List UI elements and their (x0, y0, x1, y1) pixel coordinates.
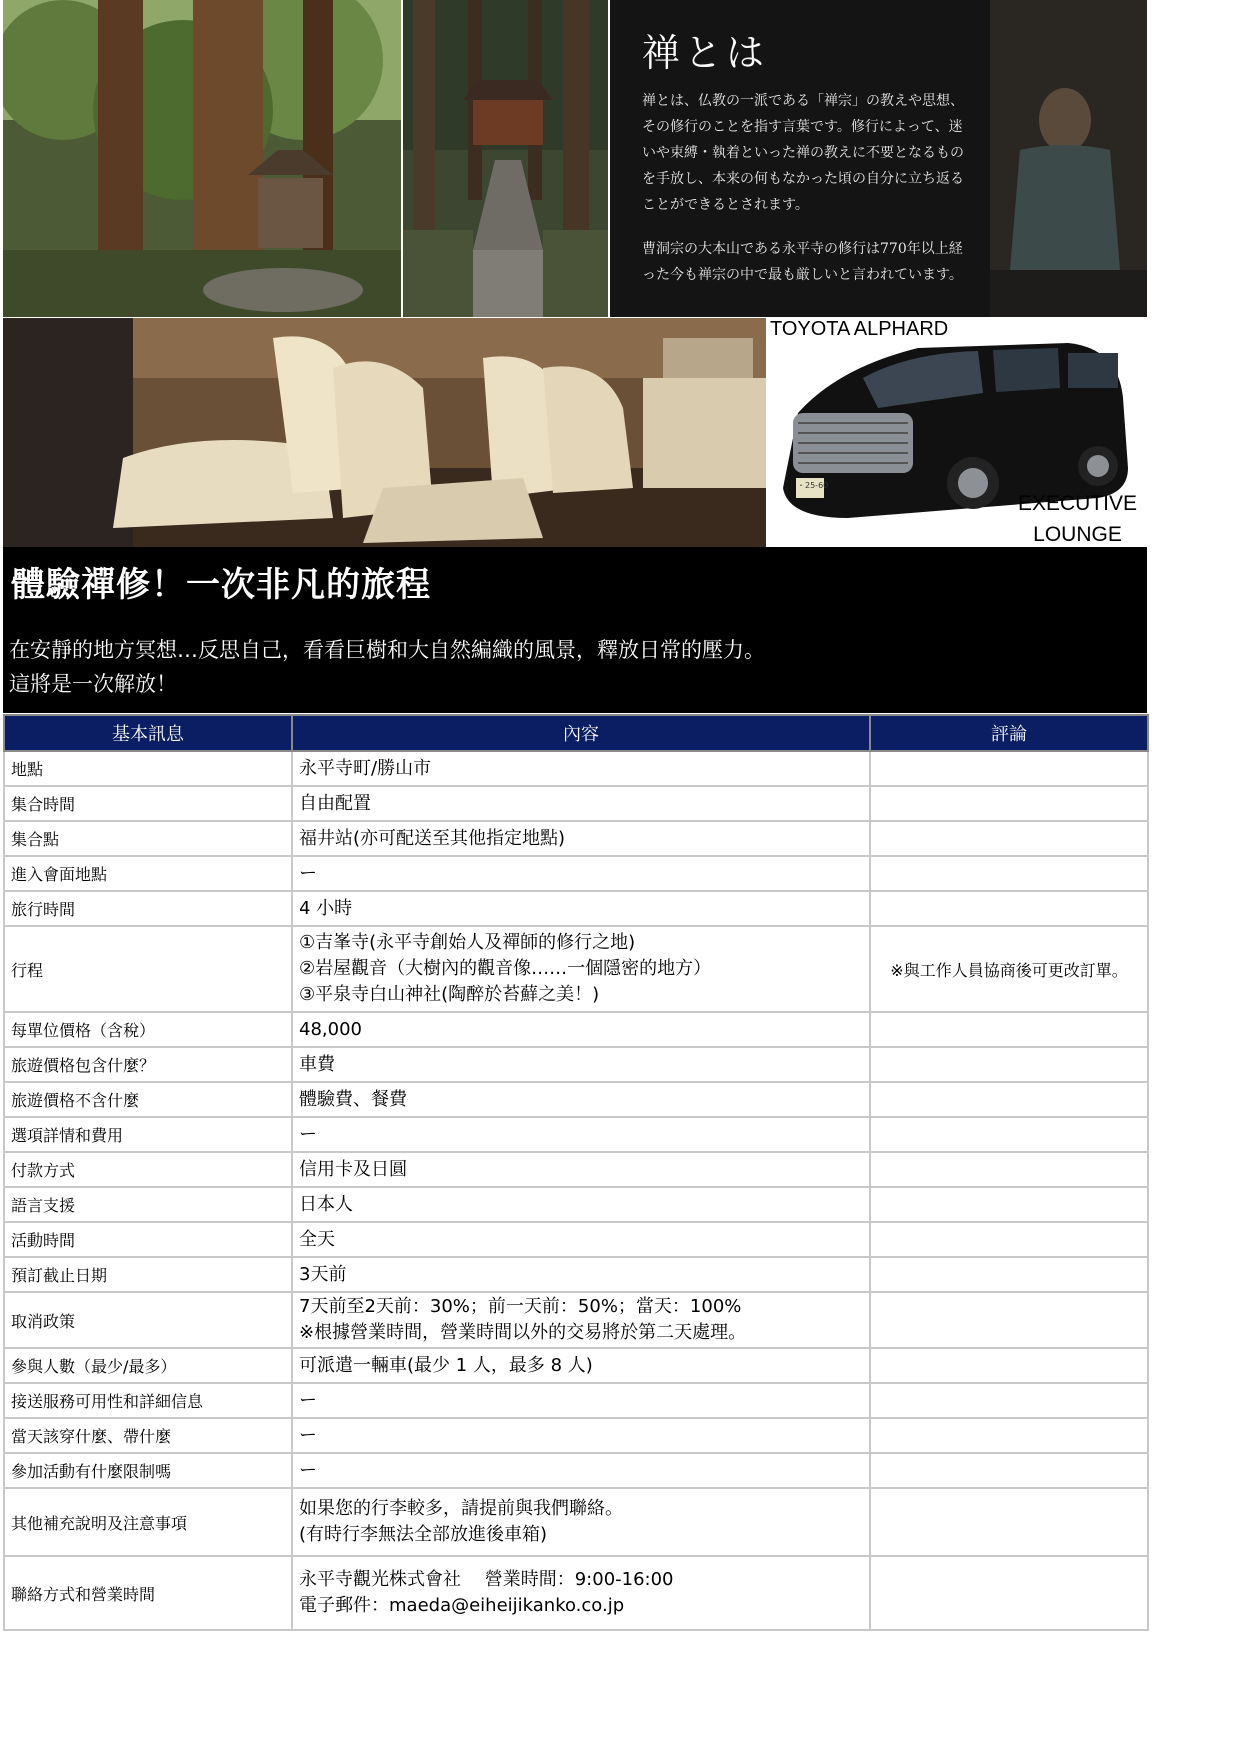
row-comment (870, 1222, 1148, 1257)
row-content-line: 車費 (299, 1053, 335, 1075)
row-label: 旅遊價格不含什麼 (4, 1082, 292, 1117)
row-comment: ※與工作人員協商後可更改訂單。 (870, 926, 1148, 1012)
license-plate: ・25-60 (797, 481, 829, 490)
row-content (292, 786, 870, 821)
row-comment (870, 1556, 1148, 1630)
headline-block (3, 547, 1147, 713)
row-content-line: ー (299, 1389, 317, 1411)
row-content (292, 1348, 870, 1383)
zen-paragraph-1: 禅とは、仏教の一派である「禅宗」の教えや思想、その修行のことを指す言葉です。修行によって、迷いや束縛・執着といった禅の教えに不要となるものを手放し、本来の何もなかった頃の自分に立ち返ることができるとされます。 (642, 93, 964, 213)
row-label: 接送服務可用性和詳細信息 (4, 1383, 292, 1418)
table-row (4, 1453, 1148, 1488)
page-title: 體驗禪修！一次非凡的旅程 (11, 565, 431, 605)
row-comment (870, 1082, 1148, 1117)
row-label: 地點 (4, 751, 292, 786)
row-comment (870, 1012, 1148, 1047)
temple-stairs-photo (403, 0, 608, 317)
row-label: 旅遊價格包含什麼？ (4, 1047, 292, 1082)
table-row (4, 1383, 1148, 1418)
row-label: 其他補充說明及注意事項 (4, 1488, 292, 1556)
table-row (4, 1187, 1148, 1222)
table-row (4, 891, 1148, 926)
row-content-line: ー (299, 1424, 317, 1446)
row-content-line: 7天前至2天前：30%；前一天前：50%；當天：100% (299, 1296, 742, 1317)
row-comment (870, 1348, 1148, 1383)
row-content (292, 1488, 870, 1556)
row-comment (870, 1152, 1148, 1187)
row-content-line: 體驗費、餐費 (299, 1088, 407, 1110)
row-comment (870, 821, 1148, 856)
row-content (292, 1556, 870, 1630)
row-content (292, 1257, 870, 1292)
table-row (4, 1556, 1148, 1630)
row-label: 取消政策 (4, 1292, 292, 1348)
row-content-line: 自由配置 (299, 792, 371, 814)
row-label: 參加活動有什麼限制嗎 (4, 1453, 292, 1488)
table-body (4, 751, 1148, 1630)
table-row (4, 1257, 1148, 1292)
row-label: 活動時間 (4, 1222, 292, 1257)
row-label: 每單位價格（含稅） (4, 1012, 292, 1047)
zen-explanation-panel (610, 0, 1147, 317)
row-content-line: ー (299, 1459, 317, 1481)
row-label: 參與人數（最少/最多） (4, 1348, 292, 1383)
car-grade-label (1018, 488, 1137, 547)
table-row (4, 856, 1148, 891)
headline-description-line-1: 在安靜的地方冥想…反思自己，看看巨樹和大自然編織的風景，釋放日常的壓力。 (9, 638, 765, 662)
row-label: 聯絡方式和營業時間 (4, 1556, 292, 1630)
row-label: 集合點 (4, 821, 292, 856)
headline-description-line-2: 這將是一次解放！ (9, 672, 177, 696)
header-comment: 評論 (870, 715, 1148, 751)
row-content (292, 821, 870, 856)
row-content-line: 福井站(亦可配送至其他指定地點) (299, 827, 566, 849)
row-comment (870, 891, 1148, 926)
row-comment (870, 1488, 1148, 1556)
row-comment (870, 1292, 1148, 1348)
table-row (4, 1488, 1148, 1556)
header-content: 內容 (292, 715, 870, 751)
forest-shrine-photo (3, 0, 401, 317)
car-model-label: TOYOTA ALPHARD (770, 318, 949, 340)
row-label: 行程 (4, 926, 292, 1012)
row-content-line: 如果您的行李較多，請提前與我們聯絡。 (299, 1498, 623, 1519)
row-content (292, 1152, 870, 1187)
row-comment (870, 856, 1148, 891)
row-content (292, 1418, 870, 1453)
zen-paragraph-2: 曹洞宗の大本山である永平寺の修行は770年以上経った今も禅宗の中で最も厳しいと言われています。 (642, 241, 963, 283)
table-row (4, 786, 1148, 821)
row-content-line: (有時行李無法全部放進後車箱) (299, 1524, 548, 1545)
row-comment (870, 1383, 1148, 1418)
table-row (4, 1348, 1148, 1383)
row-content (292, 926, 870, 1012)
row-label: 當天該穿什麼、帶什麼 (4, 1418, 292, 1453)
header-basic-info: 基本訊息 (4, 715, 292, 751)
row-content (292, 1047, 870, 1082)
table-row (4, 1418, 1148, 1453)
table-row (4, 1047, 1148, 1082)
row-label: 選項詳情和費用 (4, 1117, 292, 1152)
row-label: 旅行時間 (4, 891, 292, 926)
table-row (4, 1117, 1148, 1152)
table-row (4, 926, 1148, 1012)
row-content (292, 1187, 870, 1222)
table-row (4, 751, 1148, 786)
row-content-line: 可派遣一輛車(最少 1 人，最多 8 人) (299, 1354, 593, 1376)
row-comment (870, 1257, 1148, 1292)
row-comment (870, 1117, 1148, 1152)
row-content-line: 4 小時 (299, 897, 353, 919)
tour-info-table (3, 714, 1149, 1631)
row-label: 預訂截止日期 (4, 1257, 292, 1292)
row-content (292, 751, 870, 786)
row-content-line: ③平泉寺白山神社(陶醉於苔蘚之美！) (299, 984, 600, 1005)
table-row (4, 1152, 1148, 1187)
car-grade-line-2: LOUNGE (1033, 523, 1122, 546)
row-content (292, 891, 870, 926)
row-content-line: ー (299, 862, 317, 884)
row-content-line: 電子郵件：maeda@eiheijikanko.co.jp (299, 1595, 625, 1616)
row-content (292, 1117, 870, 1152)
row-label: 集合時間 (4, 786, 292, 821)
row-label: 語言支援 (4, 1187, 292, 1222)
car-exterior-panel (768, 318, 1147, 547)
row-content-line: 48,000 (299, 1018, 362, 1040)
row-comment (870, 1453, 1148, 1488)
table-row (4, 821, 1148, 856)
row-content (292, 1453, 870, 1488)
car-interior-photo (3, 318, 766, 547)
row-content-line: ①吉峯寺(永平寺創始人及禪師的修行之地) (299, 932, 636, 953)
row-content (292, 1012, 870, 1047)
table-row (4, 1222, 1148, 1257)
row-content-line: 全天 (299, 1228, 335, 1250)
row-content-line: ※根據營業時間，營業時間以外的交易將於第二天處理。 (299, 1322, 747, 1343)
zen-title: 禅とは (642, 31, 769, 75)
headline-description (9, 633, 765, 701)
car-grade-line-1: EXECUTIVE (1017, 492, 1137, 515)
row-content-line: ー (299, 1123, 317, 1145)
row-content (292, 856, 870, 891)
row-label: 進入會面地點 (4, 856, 292, 891)
row-comment (870, 1418, 1148, 1453)
row-content-line: 3天前 (299, 1263, 347, 1285)
row-label: 付款方式 (4, 1152, 292, 1187)
row-comment (870, 751, 1148, 786)
table-row (4, 1292, 1148, 1348)
table-row (4, 1082, 1148, 1117)
row-comment (870, 1047, 1148, 1082)
row-content (292, 1292, 870, 1348)
row-content (292, 1082, 870, 1117)
row-content (292, 1383, 870, 1418)
row-content-line: 信用卡及日圓 (299, 1158, 407, 1180)
row-content-line: 永平寺觀光株式會社 營業時間：9:00-16:00 (299, 1569, 674, 1590)
row-content-line: 日本人 (299, 1193, 353, 1215)
table-header-row (4, 715, 1148, 751)
row-comment (870, 786, 1148, 821)
row-content-line: 永平寺町/勝山市 (299, 757, 432, 779)
row-comment (870, 1187, 1148, 1222)
row-content-line: ②岩屋觀音（大樹內的觀音像……一個隱密的地方） (299, 958, 712, 979)
row-content (292, 1222, 870, 1257)
table-row (4, 1012, 1148, 1047)
